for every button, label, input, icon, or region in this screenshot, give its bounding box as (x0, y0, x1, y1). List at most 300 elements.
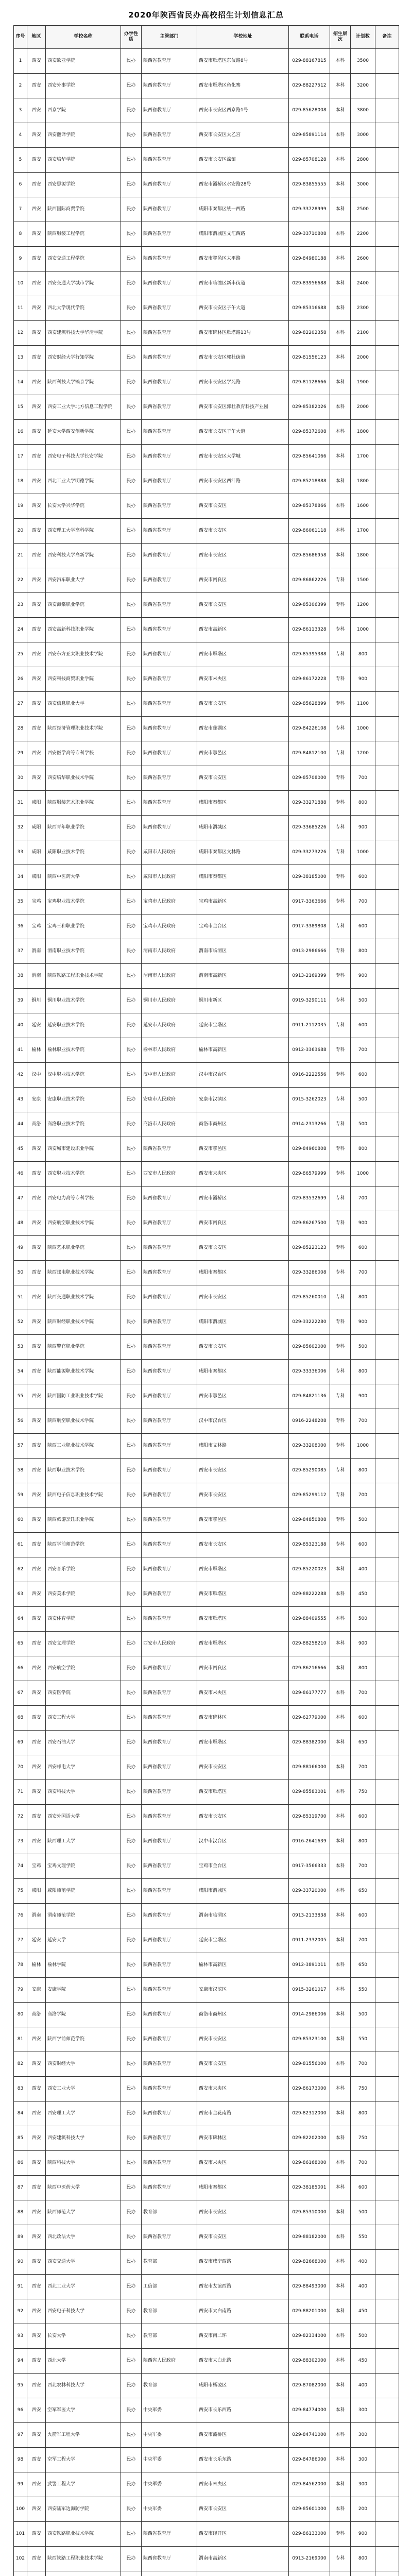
cell-plan: 800 (351, 939, 375, 964)
table-row (14, 2497, 399, 2522)
cell-school: 陕西邮电职业技术学院 (46, 1261, 121, 1285)
cell-plan: 1600 (351, 494, 375, 519)
table-row (14, 741, 399, 766)
cell-dept: 陕西省教育厅 (142, 2522, 197, 2547)
cell-no: 64 (14, 1607, 27, 1632)
cell-nature: 民办 (121, 791, 142, 816)
cell-note (375, 2151, 399, 2176)
column-header: 地区 (27, 26, 46, 49)
cell-nature: 民办 (121, 2547, 142, 2571)
cell-dept: 陕西省教育厅 (142, 692, 197, 717)
cell-plan: 2800 (351, 148, 375, 173)
cell-no: 94 (14, 2349, 27, 2374)
cell-level: 本科 (330, 1731, 351, 1755)
cell-address: 西安市长安区太乙宫 (197, 123, 289, 148)
cell-school: 西安欧亚学院 (46, 49, 121, 74)
cell-dept: 陕西省教育厅 (142, 1656, 197, 1681)
cell-address: 西安市雁塔区 (197, 1632, 289, 1656)
table-row (14, 2250, 399, 2275)
cell-dept: 咸阳市人民政府 (142, 840, 197, 865)
cell-dept: 陕西省教育厅 (142, 469, 197, 494)
cell-phone: 029-83956688 (289, 272, 330, 296)
cell-note (375, 939, 399, 964)
cell-level: 本科 (330, 1755, 351, 1780)
cell-nature: 民办 (121, 964, 142, 989)
cell-address: 西安市长安区 (197, 519, 289, 544)
cell-dept: 榆林市人民政府 (142, 1038, 197, 1063)
cell-school: 陕西服装工程学院 (46, 222, 121, 247)
cell-region: 宝鸡 (27, 1854, 46, 1879)
cell-no: 65 (14, 1632, 27, 1656)
cell-plan: 200 (351, 2497, 375, 2522)
cell-region: 西安 (27, 618, 46, 642)
table-row (14, 1805, 399, 1829)
cell-note (375, 1854, 399, 1879)
cell-phone: 029-33728999 (289, 197, 330, 222)
cell-dept: 陕西省教育厅 (142, 1483, 197, 1508)
cell-school: 陕西理工大学 (46, 1829, 121, 1854)
cell-plan: 1000 (351, 1162, 375, 1187)
cell-phone: 029-85628008 (289, 98, 330, 123)
cell-dept: 陕西省教育厅 (142, 1236, 197, 1261)
cell-dept: 延安市人民政府 (142, 1013, 197, 1038)
cell-dept: 陕西省教育厅 (142, 247, 197, 272)
cell-no: 40 (14, 1013, 27, 1038)
cell-level: 本科 (330, 98, 351, 123)
cell-school: 陕西科技大学镐京学院 (46, 370, 121, 395)
cell-region: 西安 (27, 2102, 46, 2126)
cell-nature: 民办 (121, 1409, 142, 1434)
table-row (14, 2126, 399, 2151)
cell-dept: 陕西省教育厅 (142, 1928, 197, 1953)
cell-address: 西安市未央区 (197, 2472, 289, 2497)
cell-nature: 民办 (121, 247, 142, 272)
table-row (14, 1409, 399, 1434)
table-row (14, 2324, 399, 2349)
table-row (14, 321, 399, 346)
cell-no: 67 (14, 1681, 27, 1706)
cell-no: 75 (14, 1879, 27, 1904)
cell-nature: 民办 (121, 1904, 142, 1928)
cell-school: 陕西师范大学 (46, 2200, 121, 2225)
cell-dept: 陕西省教育厅 (142, 1706, 197, 1731)
cell-address: 西安市碑林区雁塔路13号 (197, 321, 289, 346)
cell-dept: 教育部 (142, 2374, 197, 2398)
table-row (14, 395, 399, 420)
cell-note (375, 989, 399, 1013)
cell-region: 西安 (27, 1211, 46, 1236)
cell-note (375, 98, 399, 123)
cell-region: 西安 (27, 123, 46, 148)
cell-dept: 陕西省人民政府 (142, 2349, 197, 2374)
cell-no: 101 (14, 2522, 27, 2547)
cell-school: 铜川职业技术学院 (46, 989, 121, 1013)
cell-address: 汉中市汉台区 (197, 1829, 289, 1854)
table-row (14, 1656, 399, 1681)
cell-school: 西安文理学院 (46, 1632, 121, 1656)
cell-phone: 029-88258210 (289, 1632, 330, 1656)
cell-dept: 陕西省教育厅 (142, 1384, 197, 1409)
cell-level: 本科 (330, 494, 351, 519)
cell-dept: 陕西省教育厅 (142, 2077, 197, 2102)
cell-phone: 029-86579999 (289, 1162, 330, 1187)
table-row (14, 1928, 399, 1953)
cell-region: 西安 (27, 2423, 46, 2448)
cell-level: 本科 (330, 2200, 351, 2225)
cell-plan: 650 (351, 1731, 375, 1755)
cell-note (375, 2225, 399, 2250)
cell-phone: 029-33286008 (289, 1261, 330, 1285)
cell-plan: 3000 (351, 173, 375, 197)
cell-phone: 029-84786000 (289, 2448, 330, 2472)
cell-plan: 750 (351, 2077, 375, 2102)
cell-address: 西安市长安区学苑路 (197, 370, 289, 395)
cell-dept: 陕西省教育厅 (142, 1904, 197, 1928)
cell-plan: 700 (351, 1928, 375, 1953)
cell-nature: 民办 (121, 2472, 142, 2497)
cell-address: 西安市碑林区 (197, 1706, 289, 1731)
cell-nature: 民办 (121, 1187, 142, 1211)
cell-nature: 民办 (121, 544, 142, 568)
cell-phone: 029-84562000 (289, 2472, 330, 2497)
cell-plan: 500 (351, 1607, 375, 1632)
cell-note (375, 1755, 399, 1780)
cell-dept: 陕西省教育厅 (142, 74, 197, 98)
cell-region: 西安 (27, 544, 46, 568)
cell-region: 西安 (27, 1557, 46, 1582)
cell-level: 专科 (330, 593, 351, 618)
cell-level: 本科 (330, 1928, 351, 1953)
cell-region: 西安 (27, 2448, 46, 2472)
cell-note (375, 1557, 399, 1582)
cell-no: 66 (14, 1656, 27, 1681)
cell-nature: 民办 (121, 2349, 142, 2374)
cell-nature: 民办 (121, 618, 142, 642)
cell-plan: 700 (351, 1261, 375, 1285)
cell-school: 陕西能源职业技术学院 (46, 1360, 121, 1384)
cell-dept: 西安市人民政府 (142, 1632, 197, 1656)
cell-school: 西北大学现代学院 (46, 296, 121, 321)
cell-address: 咸阳市渭城区 (197, 1879, 289, 1904)
cell-note (375, 1384, 399, 1409)
cell-nature: 民办 (121, 1236, 142, 1261)
cell-note (375, 1533, 399, 1557)
cell-level: 专科 (330, 989, 351, 1013)
cell-level: 本科 (330, 2102, 351, 2126)
cell-dept: 陕西省教育厅 (142, 123, 197, 148)
cell-school: 西安信息职业大学 (46, 692, 121, 717)
cell-dept: 陕西省教育厅 (142, 1508, 197, 1533)
cell-region: 西安 (27, 247, 46, 272)
cell-level: 专科 (330, 890, 351, 914)
table-row (14, 989, 399, 1013)
cell-dept: 陕西省教育厅 (142, 2126, 197, 2151)
cell-note (375, 1409, 399, 1434)
cell-address: 安康市汉滨区 (197, 1088, 289, 1112)
cell-level: 本科 (330, 2151, 351, 2176)
cell-phone: 029-85220023 (289, 1557, 330, 1582)
cell-nature: 民办 (121, 222, 142, 247)
cell-note (375, 741, 399, 766)
cell-school: 咸阳职业技术学院 (46, 840, 121, 865)
cell-region: 西安 (27, 1681, 46, 1706)
cell-phone: 029-84774000 (289, 2398, 330, 2423)
cell-level: 本科 (330, 2423, 351, 2448)
cell-dept: 陕西省教育厅 (142, 2225, 197, 2250)
cell-dept: 陕西省教育厅 (142, 1335, 197, 1360)
cell-dept: 陕西省教育厅 (142, 791, 197, 816)
cell-level: 本科 (330, 2052, 351, 2077)
cell-nature: 民办 (121, 1780, 142, 1805)
table-row (14, 568, 399, 593)
cell-address: 铜川市新区 (197, 989, 289, 1013)
table-row (14, 2003, 399, 2027)
cell-phone: 029-88382000 (289, 1731, 330, 1755)
cell-address: 西安市长安区 (197, 494, 289, 519)
cell-note (375, 2571, 399, 2576)
cell-school: 西安培华职业技术学院 (46, 766, 121, 791)
table-row (14, 445, 399, 469)
cell-phone: 029-33208000 (289, 1434, 330, 1459)
cell-region: 西安 (27, 173, 46, 197)
cell-nature: 民办 (121, 1953, 142, 1978)
cell-nature: 民办 (121, 123, 142, 148)
cell-region: 榆林 (27, 1038, 46, 1063)
cell-level: 专科 (330, 667, 351, 692)
cell-level: 专科 (330, 1162, 351, 1187)
cell-level: 本科 (330, 346, 351, 370)
table-row (14, 98, 399, 123)
cell-note (375, 890, 399, 914)
table-row (14, 2472, 399, 2497)
cell-phone: 029-84226108 (289, 717, 330, 741)
table-row (14, 1904, 399, 1928)
cell-school: 西京学院 (46, 98, 121, 123)
cell-region: 西安 (27, 494, 46, 519)
cell-level: 本科 (330, 2225, 351, 2250)
cell-school: 榆林职业技术学院 (46, 1038, 121, 1063)
cell-school: 安康职业技术学院 (46, 1088, 121, 1112)
cell-region: 西安 (27, 395, 46, 420)
cell-region: 西安 (27, 1187, 46, 1211)
cell-plan: 800 (351, 2547, 375, 2571)
cell-nature: 民办 (121, 1829, 142, 1854)
cell-no: 72 (14, 1805, 27, 1829)
cell-region: 西安 (27, 519, 46, 544)
cell-phone (289, 2571, 330, 2576)
column-header: 办学性质 (121, 26, 142, 49)
cell-level: 本科 (330, 197, 351, 222)
cell-phone: 029-33273226 (289, 840, 330, 865)
cell-school: 西北工业大学明德学院 (46, 469, 121, 494)
cell-school: 西北工业大学 (46, 2275, 121, 2299)
cell-address: 西安市阎良区 (197, 1211, 289, 1236)
cell-plan: 700 (351, 1854, 375, 1879)
cell-phone: 029-88182000 (289, 2225, 330, 2250)
cell-level: 专科 (330, 1187, 351, 1211)
cell-no: 84 (14, 2102, 27, 2126)
cell-dept: 陕西省教育厅 (142, 1731, 197, 1755)
cell-plan: 600 (351, 2176, 375, 2200)
cell-note (375, 420, 399, 445)
cell-no: 4 (14, 123, 27, 148)
cell-plan: 3000 (351, 123, 375, 148)
cell-phone: 029-85395388 (289, 642, 330, 667)
cell-school: 西安体育学院 (46, 1607, 121, 1632)
cell-note (375, 1607, 399, 1632)
cell-level: 专科 (330, 1434, 351, 1459)
cell-plan: 700 (351, 1187, 375, 1211)
cell-no: 71 (14, 1780, 27, 1805)
cell-no: 22 (14, 568, 27, 593)
cell-address: 西安市长乐东路 (197, 2448, 289, 2472)
cell-phone: 029-33336006 (289, 1360, 330, 1384)
cell-plan: 800 (351, 1360, 375, 1384)
cell-plan: 400 (351, 2374, 375, 2398)
cell-region: 商洛 (27, 2003, 46, 2027)
cell-no: 41 (14, 1038, 27, 1063)
cell-school: 西安理工大学 (46, 2102, 121, 2126)
cell-level: 本科 (330, 2448, 351, 2472)
cell-no: 17 (14, 445, 27, 469)
cell-level: 本科 (330, 445, 351, 469)
cell-region: 铜川 (27, 989, 46, 1013)
cell-school: 咸阳师范学院 (46, 1879, 121, 1904)
cell-plan: 1000 (351, 1434, 375, 1459)
cell-address: 咸阳市渭城区 (197, 816, 289, 840)
cell-phone: 029-88227512 (289, 74, 330, 98)
cell-school: 西安科技大学 (46, 1780, 121, 1805)
cell-nature: 民办 (121, 2151, 142, 2176)
cell-note (375, 840, 399, 865)
cell-dept: 陕西省教育厅 (142, 1805, 197, 1829)
cell-level: 本科 (330, 1557, 351, 1582)
cell-phone: 029-86061118 (289, 519, 330, 544)
cell-no: 79 (14, 1978, 27, 2003)
cell-dept: 宝鸡市人民政府 (142, 914, 197, 939)
cell-address: 咸阳市秦都区 (197, 791, 289, 816)
cell-address: 西安市雁塔区东仪路8号 (197, 49, 289, 74)
cell-level: 本科 (330, 173, 351, 197)
cell-plan: 2600 (351, 247, 375, 272)
cell-school: 陕西航空职业技术学院 (46, 1409, 121, 1434)
cell-level: 专科 (330, 964, 351, 989)
cell-region: 西安 (27, 1310, 46, 1335)
column-header: 备注 (375, 26, 399, 49)
cell-plan: 700 (351, 890, 375, 914)
cell-phone: 029-85641066 (289, 445, 330, 469)
cell-school: 陕西中医药大学 (46, 865, 121, 890)
cell-school: 西安外国语大学 (46, 1805, 121, 1829)
cell-plan: 800 (351, 1285, 375, 1310)
cell-dept: 陕西省教育厅 (142, 568, 197, 593)
table-row (14, 618, 399, 642)
cell-region: 西安 (27, 717, 46, 741)
cell-address: 西安市雁塔区 (197, 1731, 289, 1755)
cell-school: 西安思源学院 (46, 173, 121, 197)
table-row (14, 148, 399, 173)
cell-nature: 民办 (121, 395, 142, 420)
cell-no: 55 (14, 1384, 27, 1409)
cell-no: 20 (14, 519, 27, 544)
cell-region (27, 2571, 46, 2576)
cell-note (375, 1310, 399, 1335)
cell-dept: 渭南市人民政府 (142, 964, 197, 989)
cell-address: 西安市雁塔区 (197, 1780, 289, 1805)
cell-school: 渭南师范学院 (46, 1904, 121, 1928)
cell-no: 76 (14, 1904, 27, 1928)
cell-dept: 西安市人民政府 (142, 1162, 197, 1187)
cell-plan: 650 (351, 1953, 375, 1978)
cell-no: 45 (14, 1137, 27, 1162)
cell-nature: 民办 (121, 2324, 142, 2349)
cell-level: 本科 (330, 2176, 351, 2200)
cell-address: 西安市长安区 (197, 544, 289, 568)
cell-dept: 陕西省教育厅 (142, 1459, 197, 1483)
cell-address: 西安市长安区 (197, 766, 289, 791)
cell-no: 18 (14, 469, 27, 494)
cell-note (375, 1335, 399, 1360)
cell-note (375, 1879, 399, 1904)
cell-plan: 700 (351, 1409, 375, 1434)
cell-region: 西安 (27, 445, 46, 469)
cell-dept: 教育部 (142, 2250, 197, 2275)
table-row (14, 816, 399, 840)
cell-school: 西安职业技术学院 (46, 1162, 121, 1187)
cell-note (375, 445, 399, 469)
cell-level: 本科 (330, 123, 351, 148)
cell-note (375, 2374, 399, 2398)
table-row (14, 1681, 399, 1706)
cell-address: 西安市长安区 (197, 2225, 289, 2250)
cell-plan: 900 (351, 1632, 375, 1656)
cell-dept (142, 2571, 197, 2576)
cell-school: 西安翻译学院 (46, 123, 121, 148)
cell-region: 西安 (27, 1236, 46, 1261)
cell-dept: 陕西省教育厅 (142, 593, 197, 618)
cell-no: 5 (14, 148, 27, 173)
cell-note (375, 1928, 399, 1953)
cell-school: 陕西职业技术学院 (46, 1459, 121, 1483)
cell-plan: 1000 (351, 618, 375, 642)
cell-phone: 029-81128666 (289, 370, 330, 395)
cell-dept: 陕西省教育厅 (142, 1607, 197, 1632)
cell-region: 安康 (27, 1978, 46, 2003)
cell-address: 西安市长安区 (197, 1459, 289, 1483)
table-row (14, 1285, 399, 1310)
cell-nature: 民办 (121, 2225, 142, 2250)
cell-note (375, 1360, 399, 1384)
table-row (14, 642, 399, 667)
cell-plan: 900 (351, 1384, 375, 1409)
cell-nature: 民办 (121, 914, 142, 939)
cell-note (375, 2547, 399, 2571)
cell-plan: 2500 (351, 197, 375, 222)
cell-note (375, 1013, 399, 1038)
table-row (14, 1731, 399, 1755)
cell-nature: 民办 (121, 1013, 142, 1038)
cell-phone: 0917-3363666 (289, 890, 330, 914)
cell-address: 安康市汉滨区 (197, 1978, 289, 2003)
cell-level: 专科 (330, 1483, 351, 1508)
cell-phone: 029-88493000 (289, 2275, 330, 2299)
cell-no: 83 (14, 2077, 27, 2102)
table-row (14, 1063, 399, 1088)
cell-nature: 民办 (121, 816, 142, 840)
cell-region: 西安 (27, 1162, 46, 1187)
cell-dept: 陕西省教育厅 (142, 420, 197, 445)
table-row (14, 123, 399, 148)
